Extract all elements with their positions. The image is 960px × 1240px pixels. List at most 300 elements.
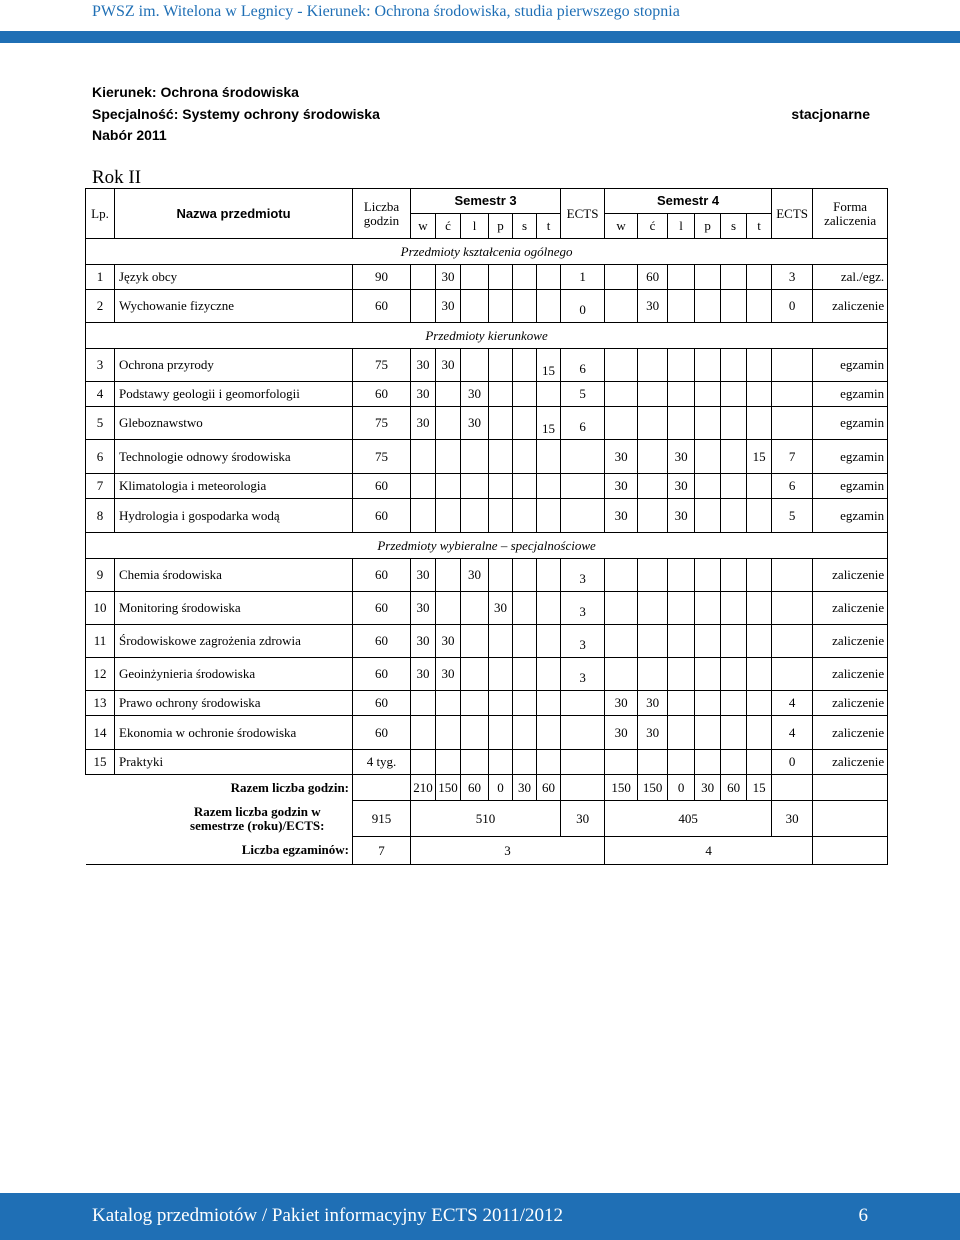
s4-cell <box>721 716 747 750</box>
study-plan-table <box>85 188 888 865</box>
specjalnosc-label: Specjalność: Systemy ochrony środowiska <box>92 106 380 122</box>
s4-cell <box>721 691 747 716</box>
s3-value: 30 <box>441 269 455 284</box>
s3-cell <box>436 265 461 290</box>
form-type-header: l <box>668 214 695 239</box>
subject-name: Prawo ochrony środowiska <box>115 691 353 716</box>
footer-label: Katalog przedmiotów / Pakiet informacyjny ECTS 2011/2012 <box>92 1205 564 1226</box>
s4-cell <box>638 499 668 533</box>
ects4-cell <box>772 382 813 407</box>
s4-cell <box>638 349 668 382</box>
table-row <box>86 265 888 290</box>
s3-cell <box>489 559 513 592</box>
s3-cell <box>461 592 489 625</box>
sum2-s4: 405 <box>605 801 772 837</box>
s4-cell: 30 <box>638 290 668 323</box>
section-heading: Przedmioty kierunkowe <box>86 323 888 349</box>
lp-cell: 6 <box>86 440 115 474</box>
ects4-cell: 7 <box>772 440 813 474</box>
nazwa-header: Nazwa przedmiotu <box>115 189 353 239</box>
hours-cell: 4 tyg. <box>353 750 411 775</box>
s3-cell <box>436 592 461 625</box>
lp-cell: 8 <box>86 499 115 533</box>
s4-cell <box>721 290 747 323</box>
s3-cell <box>513 474 537 499</box>
s4-cell: 60 <box>638 265 668 290</box>
s3-cell <box>411 625 436 658</box>
form-type-header: w <box>605 214 638 239</box>
hours-cell: 60 <box>353 716 411 750</box>
s3-cell <box>411 382 436 407</box>
sum2-s3: 510 <box>411 801 561 837</box>
sum-e4-empty <box>772 775 813 801</box>
form-type-header: l <box>461 214 489 239</box>
s4-cell <box>605 559 638 592</box>
s4-cell <box>695 625 721 658</box>
lp-cell: 14 <box>86 716 115 750</box>
ects4-cell <box>772 407 813 440</box>
s3-cell <box>489 290 513 323</box>
subject-name: Wychowanie fizyczne <box>115 290 353 323</box>
s4-cell <box>638 559 668 592</box>
forma-cell: egzamin <box>813 349 888 382</box>
s4-cell <box>747 407 772 440</box>
s4-cell <box>695 440 721 474</box>
hours-cell: 60 <box>353 691 411 716</box>
s3-cell <box>411 691 436 716</box>
form-type-header: t <box>747 214 772 239</box>
s3-cell <box>489 440 513 474</box>
s3-cell <box>436 499 461 533</box>
s3-cell <box>411 290 436 323</box>
s3-cell <box>513 382 537 407</box>
header-row <box>86 189 888 214</box>
s4-cell: 30 <box>605 691 638 716</box>
sum-s3-cell: 0 <box>489 775 513 801</box>
s4-cell <box>605 407 638 440</box>
forma-cell: egzamin <box>813 407 888 440</box>
ects4-cell <box>772 625 813 658</box>
s3-cell <box>489 592 513 625</box>
table-row <box>86 750 888 775</box>
s3-cell <box>513 407 537 440</box>
sum-s4-cell: 60 <box>721 775 747 801</box>
s4-cell <box>721 499 747 533</box>
s4-cell <box>605 658 638 691</box>
ects4-cell: 5 <box>772 499 813 533</box>
forma-cell: zaliczenie <box>813 691 888 716</box>
s4-cell <box>638 750 668 775</box>
forma-cell: egzamin <box>813 440 888 474</box>
s3-cell <box>489 407 513 440</box>
s4-cell <box>747 691 772 716</box>
s3-cell <box>513 691 537 716</box>
s3-cell <box>411 265 436 290</box>
ects4-cell <box>772 559 813 592</box>
s3-cell <box>489 750 513 775</box>
s4-cell <box>668 658 695 691</box>
subject-name: Technologie odnowy środowiska <box>115 440 353 474</box>
s3-value: 30 <box>441 633 455 648</box>
lp-cell: 12 <box>86 658 115 691</box>
s4-cell <box>747 382 772 407</box>
table-row <box>86 474 888 499</box>
hours-cell: 60 <box>353 499 411 533</box>
table-row <box>86 716 888 750</box>
sum-s3-cell: 60 <box>537 775 561 801</box>
s3-value: 30 <box>416 415 430 430</box>
s3-cell <box>436 750 461 775</box>
s3-cell <box>461 265 489 290</box>
s3-cell <box>537 290 561 323</box>
lp-cell: 9 <box>86 559 115 592</box>
s3-cell <box>537 750 561 775</box>
s4-cell <box>695 559 721 592</box>
s4-cell <box>747 474 772 499</box>
s4-cell <box>638 407 668 440</box>
section-heading: Przedmioty kształcenia ogólnego <box>86 239 888 265</box>
forma-cell: egzamin <box>813 382 888 407</box>
forma-cell: egzamin <box>813 474 888 499</box>
s4-cell: 30 <box>605 440 638 474</box>
s3-value: 30 <box>468 386 481 401</box>
ects4-cell <box>772 349 813 382</box>
s4-cell <box>668 265 695 290</box>
page-number: 6 <box>858 1205 868 1226</box>
s4-cell <box>668 691 695 716</box>
s3-cell <box>436 349 461 382</box>
form-type-header: ć <box>436 214 461 239</box>
table-row <box>86 382 888 407</box>
s4-cell: 30 <box>668 499 695 533</box>
lp-header: Lp. <box>86 189 115 239</box>
s4-cell <box>721 382 747 407</box>
s3-value: 30 <box>441 298 455 313</box>
s4-cell <box>638 474 668 499</box>
exam-count-s3: 3 <box>411 837 605 865</box>
s4-cell <box>695 658 721 691</box>
s4-cell <box>721 265 747 290</box>
s3-cell <box>489 625 513 658</box>
exam-count-row <box>86 837 888 865</box>
sum-s4-cell: 15 <box>747 775 772 801</box>
ects3-cell <box>561 691 605 716</box>
forma-cell: zaliczenie <box>813 592 888 625</box>
s4-cell: 30 <box>605 716 638 750</box>
s3-cell <box>489 265 513 290</box>
s3-cell <box>411 407 436 440</box>
s3-cell <box>411 349 436 382</box>
subject-name: Gleboznawstwo <box>115 407 353 440</box>
ects3-cell <box>561 474 605 499</box>
s4-cell <box>747 625 772 658</box>
s4-cell <box>668 407 695 440</box>
exam-count-s4: 4 <box>605 837 813 865</box>
sum-label: Razem liczba godzin: <box>86 775 353 801</box>
forma-cell: zaliczenie <box>813 716 888 750</box>
s3-cell <box>436 474 461 499</box>
s3-cell <box>461 691 489 716</box>
s4-cell <box>695 290 721 323</box>
s3-cell <box>489 349 513 382</box>
s3-cell <box>461 290 489 323</box>
s3-cell <box>411 440 436 474</box>
ects3-cell: 5 <box>561 382 605 407</box>
forma-cell: zaliczenie <box>813 750 888 775</box>
s3-value: 15 <box>542 363 556 378</box>
s4-cell <box>668 716 695 750</box>
sum2-forma-empty <box>813 801 888 837</box>
form-type-header: ć <box>638 214 668 239</box>
s3-cell <box>513 559 537 592</box>
s4-cell <box>721 440 747 474</box>
forma-cell: zaliczenie <box>813 559 888 592</box>
s4-cell <box>638 592 668 625</box>
subject-name: Klimatologia i meteorologia <box>115 474 353 499</box>
tryb-label: stacjonarne <box>791 106 870 122</box>
s3-cell <box>436 407 461 440</box>
s3-cell <box>513 290 537 323</box>
forma-cell: zaliczenie <box>813 290 888 323</box>
s3-cell <box>411 559 436 592</box>
table-row <box>86 290 888 323</box>
s3-cell <box>513 499 537 533</box>
s4-cell <box>721 625 747 658</box>
s4-cell <box>747 658 772 691</box>
hours-cell: 75 <box>353 440 411 474</box>
s4-cell <box>721 658 747 691</box>
ects3-cell: 1 <box>561 265 605 290</box>
sum-s3-cell: 30 <box>513 775 537 801</box>
ects3-cell: 6 <box>561 407 605 440</box>
s4-cell: 30 <box>668 440 695 474</box>
lp-cell: 10 <box>86 592 115 625</box>
liczba-godzin-header: Liczba godzin <box>353 189 411 239</box>
s3-cell <box>461 499 489 533</box>
s3-cell <box>461 750 489 775</box>
ects4-cell <box>772 658 813 691</box>
sum2-row <box>86 801 888 837</box>
ects3-cell <box>561 499 605 533</box>
s3-cell <box>461 625 489 658</box>
sum-s4-cell: 30 <box>695 775 721 801</box>
s3-cell <box>537 349 561 382</box>
hours-cell: 60 <box>353 382 411 407</box>
s3-cell <box>513 716 537 750</box>
table-row <box>86 407 888 440</box>
s4-cell: 30 <box>605 474 638 499</box>
sum-s4-cell: 150 <box>605 775 638 801</box>
s3-cell <box>436 625 461 658</box>
s4-cell <box>721 592 747 625</box>
s3-cell <box>461 716 489 750</box>
s3-cell <box>537 265 561 290</box>
s3-value: 30 <box>416 600 430 615</box>
s3-cell <box>513 440 537 474</box>
hours-cell: 75 <box>353 349 411 382</box>
sum-s4-cell: 150 <box>638 775 668 801</box>
table-row <box>86 440 888 474</box>
s3-cell <box>436 716 461 750</box>
table-row <box>86 559 888 592</box>
s3-cell <box>461 349 489 382</box>
form-type-header: s <box>513 214 537 239</box>
ects4-cell: 4 <box>772 691 813 716</box>
s3-cell <box>513 349 537 382</box>
sum2-godz: 915 <box>353 801 411 837</box>
subject-name: Geoinżynieria środowiska <box>115 658 353 691</box>
s3-cell <box>436 382 461 407</box>
s3-cell <box>436 440 461 474</box>
s3-cell <box>436 658 461 691</box>
ects3-cell: 0 <box>561 290 605 323</box>
s3-cell <box>436 559 461 592</box>
semestr4-header: Semestr 4 <box>605 189 772 214</box>
ects4-cell: 6 <box>772 474 813 499</box>
s3-cell <box>513 625 537 658</box>
s3-cell <box>461 407 489 440</box>
s4-cell <box>747 592 772 625</box>
hours-cell: 60 <box>353 592 411 625</box>
subject-name: Język obcy <box>115 265 353 290</box>
s4-cell <box>695 349 721 382</box>
s4-cell <box>695 750 721 775</box>
s4-cell <box>638 625 668 658</box>
section-row <box>86 533 888 559</box>
s4-cell <box>605 265 638 290</box>
s3-cell <box>537 592 561 625</box>
s4-cell <box>695 382 721 407</box>
s3-cell <box>513 750 537 775</box>
sum2-e3: 30 <box>561 801 605 837</box>
ects3-cell: 6 <box>561 349 605 382</box>
s3-value: 30 <box>416 567 430 582</box>
s3-cell <box>537 559 561 592</box>
exam-count-total: 7 <box>353 837 411 865</box>
ects4-cell: 4 <box>772 716 813 750</box>
table-row <box>86 625 888 658</box>
sum-s3-cell: 150 <box>436 775 461 801</box>
subject-name: Praktyki <box>115 750 353 775</box>
s3-cell <box>537 382 561 407</box>
s3-cell <box>411 474 436 499</box>
s3-cell <box>513 592 537 625</box>
s3-value: 30 <box>441 666 455 681</box>
sum2-e4: 30 <box>772 801 813 837</box>
s4-cell: 15 <box>747 440 772 474</box>
table-row <box>86 658 888 691</box>
hours-cell: 60 <box>353 559 411 592</box>
forma-cell: zaliczenie <box>813 658 888 691</box>
s4-cell <box>695 474 721 499</box>
table-row <box>86 691 888 716</box>
footer-bar <box>0 1193 960 1240</box>
subject-name: Podstawy geologii i geomorfologii <box>115 382 353 407</box>
s3-cell <box>461 382 489 407</box>
ects3-cell: 3 <box>561 625 605 658</box>
s4-cell <box>695 265 721 290</box>
ects3-cell <box>561 716 605 750</box>
s4-cell <box>721 750 747 775</box>
ects3-header: ECTS <box>561 189 605 239</box>
s4-cell <box>605 592 638 625</box>
s3-cell <box>537 716 561 750</box>
s4-cell <box>668 592 695 625</box>
s4-cell <box>747 750 772 775</box>
form-type-header: t <box>537 214 561 239</box>
semestr3-header: Semestr 3 <box>411 189 561 214</box>
s4-cell <box>605 382 638 407</box>
s3-cell <box>411 592 436 625</box>
s4-cell: 30 <box>668 474 695 499</box>
hours-cell: 60 <box>353 474 411 499</box>
subject-name: Monitoring środowiska <box>115 592 353 625</box>
s4-cell <box>668 750 695 775</box>
s4-cell <box>605 625 638 658</box>
s3-cell <box>489 716 513 750</box>
sum2-label: Razem liczba godzin w semestrze (roku)/ECTS: <box>86 801 353 837</box>
s4-cell <box>668 625 695 658</box>
s3-cell <box>537 440 561 474</box>
s3-cell <box>513 265 537 290</box>
s3-value: 30 <box>416 633 430 648</box>
s4-cell <box>747 290 772 323</box>
rok-heading: Rok II <box>92 167 142 188</box>
subject-name: Ochrona przyrody <box>115 349 353 382</box>
ects4-cell: 0 <box>772 290 813 323</box>
s3-cell <box>537 474 561 499</box>
table-row <box>86 592 888 625</box>
s3-cell <box>461 658 489 691</box>
sum-forma-empty <box>813 775 888 801</box>
s4-cell <box>721 407 747 440</box>
exam-forma-empty <box>813 837 888 865</box>
s3-cell <box>537 625 561 658</box>
hours-cell: 75 <box>353 407 411 440</box>
s3-value: 30 <box>494 600 507 615</box>
hours-cell: 60 <box>353 290 411 323</box>
s4-cell <box>721 349 747 382</box>
s4-cell <box>605 750 638 775</box>
s4-cell <box>638 658 668 691</box>
s3-value: 30 <box>416 357 430 372</box>
ects3-cell: 3 <box>561 592 605 625</box>
forma-cell: egzamin <box>813 499 888 533</box>
s4-cell <box>638 382 668 407</box>
s4-cell <box>721 474 747 499</box>
exam-count-label: Liczba egzaminów: <box>86 837 353 865</box>
s3-cell <box>537 658 561 691</box>
s4-cell <box>695 499 721 533</box>
section-heading: Przedmioty wybieralne – specjalnościowe <box>86 533 888 559</box>
s3-cell <box>411 658 436 691</box>
section-row <box>86 239 888 265</box>
lp-cell: 15 <box>86 750 115 775</box>
lp-cell: 5 <box>86 407 115 440</box>
s4-cell <box>695 716 721 750</box>
s3-value: 30 <box>416 386 430 401</box>
form-type-header: p <box>695 214 721 239</box>
s3-cell <box>489 499 513 533</box>
s3-cell <box>537 499 561 533</box>
form-type-header: p <box>489 214 513 239</box>
s4-cell <box>605 290 638 323</box>
subject-name: Środowiskowe zagrożenia zdrowia <box>115 625 353 658</box>
hours-cell: 90 <box>353 265 411 290</box>
s4-cell <box>747 559 772 592</box>
s3-cell <box>513 658 537 691</box>
lp-cell: 11 <box>86 625 115 658</box>
